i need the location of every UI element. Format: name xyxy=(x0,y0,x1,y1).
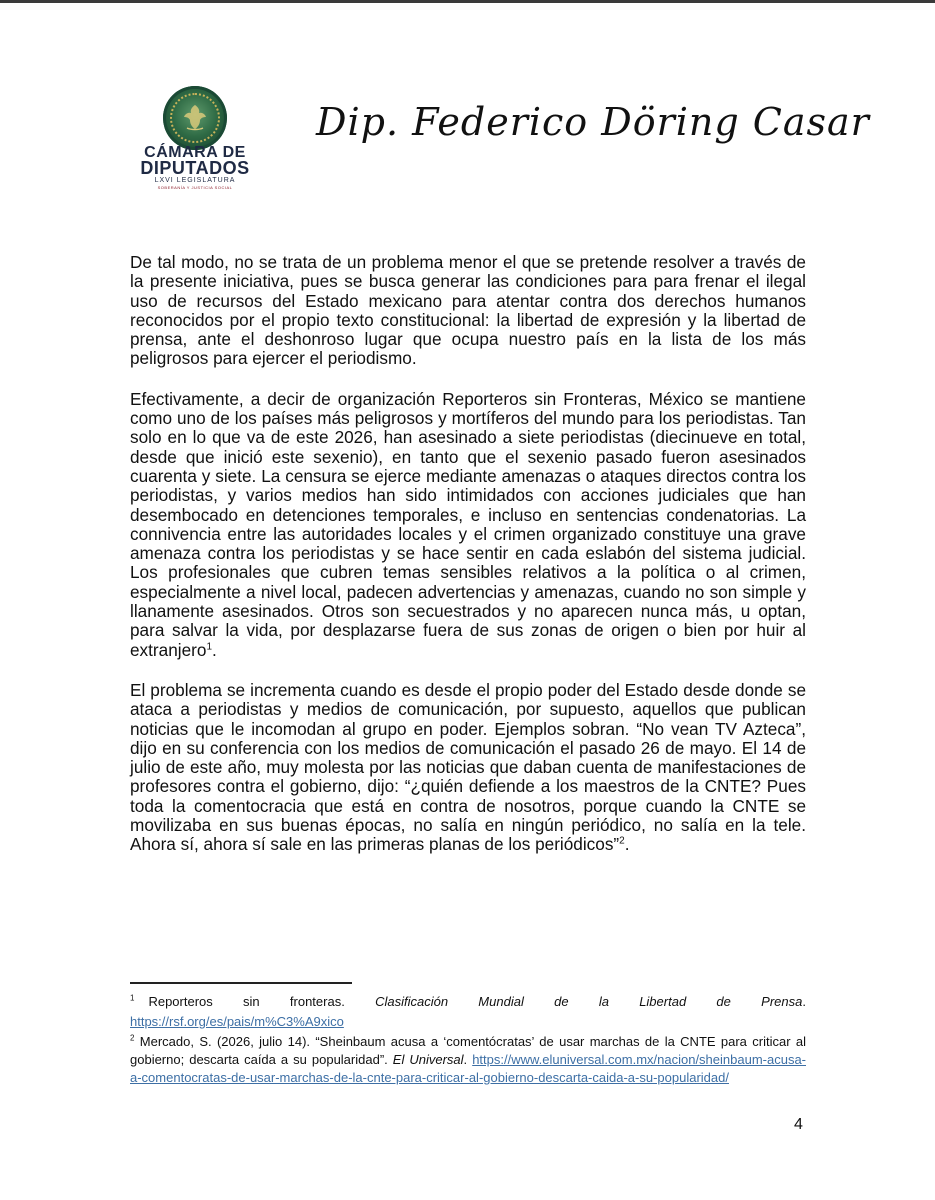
logo-text-camara: CÁMARA DE xyxy=(144,144,246,161)
footnote-1-link-row xyxy=(130,1013,806,1031)
page-number: 4 xyxy=(794,1116,803,1133)
footnote-separator xyxy=(130,982,352,984)
footnote-1-title: Clasificación Mundial de la Libertad de Prensa xyxy=(375,994,803,1009)
footnotes-section xyxy=(130,993,806,1089)
footnote-ref-1[interactable]: 1 xyxy=(206,640,212,652)
footnote-1-link[interactable]: https://rsf.org/es/pais/m%C3%A9xico xyxy=(130,1014,344,1029)
logo-text-motto: SOBERANÍA Y JUSTICIA SOCIAL xyxy=(157,185,233,190)
body-paragraph-3: El problema se incrementa cuando es desde el propio poder del Estado desde donde se ataca a periodistas y medios de comunicación, por supuesto, aquellos que publican noticias que le incomodan al grupo en poder. Ejemplos sobran. “No vean TV Azteca”, dijo en su conferencia con los medios de comunicación el pasado 26 de mayo. El 14 de julio de este año, muy molesta por las noticias que daban cuenta de manifestaciones de profesores contra el gobierno, dijo: “¿quién defiende a los maestros de la CNTE? Pues toda la comentocracia que está en contra de nosotros, porque cuando la CNTE se movilizaba en sus buenas épocas, no salía en ningún periódico, no salía en la tele. Ahora sí, ahora sí sale en las primeras planas de los periódicos”$^2$. xyxy=(130,679,806,855)
footnote-1-marker: 1 xyxy=(130,993,135,1003)
deputy-signature: Dip. Federico Döring Casar xyxy=(316,100,870,144)
footnote-1: $^1$ Reporteros sin fronteras. Clasificación Mundial de la Libertad de Prensa. xyxy=(130,993,806,1009)
footnote-2: $^2$ Mercado, S. (2026, julio 14). “Sheinbaum acusa a ‘comentócratas’ de usar marchas de la CNTE para criticar al gobierno; descarta caída a su popularidad”. El Universal. https://www.eluniversal.com.mx/nacion/sheinbaum-acusa-a-comentocratas-de-usar-marchas-de-la-cnte-para-criticar-al-gobierno-descarta-caida-a-su-popularidad/ xyxy=(130,1033,806,1085)
footnote-2-marker: 2 xyxy=(130,1033,135,1043)
top-border-line xyxy=(0,0,935,3)
logo-text-legislatura: LXVI LEGISLATURA xyxy=(154,177,236,184)
logo-text-diputados: DIPUTADOS xyxy=(140,158,250,178)
body-paragraph-2: Efectivamente, a decir de organización Reporteros sin Fronteras, México se mantiene como uno de los países más peligrosos y mortíferos del mundo para los periodistas. Tan solo en lo que va de este 2026, han asesinado a siete periodistas (diecinueve en total, desde que inició este sexenio), en tanto que el sexenio pasado fueron asesinados cuarenta y siete. La censura se ejerce mediante amenazas o ataques directos contra los periodistas, y varios medios han sido intimidados con acciones judiciales que han desembocado en detenciones temporales, e incluso en sentencias condenatorias. La connivencia entre las autoridades locales y el crimen organizado constituye una grave amenaza contra los periodistas y se hace sentir en cada eslabón del sistema judicial. Los profesionales que cubren temas sensibles relativos a la política o al crimen, especialmente a nivel local, padecen advertencias y amenazas, cuando no son simple y llanamente asesinados. Otros son secuestrados y no aparecen nunca más, u optan, para salvar la vida, por desplazarse fuera de sus zonas de origen o bien por huir al extranjero$^1$. xyxy=(130,388,806,660)
camara-de-diputados-logo xyxy=(140,86,260,190)
body-paragraph-1: De tal modo, no se trata de un problema menor el que se pretende resolver a través de la presente iniciativa, pues se busca generar las condiciones para para frenar el ilegal uso de recursos del Estado mexicano para atentar contra dos derechos humanos reconocidos por el propio texto constitucional: la libertad de expresión y la libertad de prensa, ante el deshonroso lugar que ocupa nuestro país en la lista de los más peligrosos para ejercer el periodismo. xyxy=(130,252,806,369)
footnote-2-link[interactable]: https://www.eluniversal.com.mx/nacion/sheinbaum-acusa-a-comentocratas-de-usar-marchas-de-la-cnte-para-criticar-al-gobierno-descarta-caida-a-su-popularidad/ xyxy=(130,1052,806,1085)
national-eagle-seal-icon xyxy=(163,86,227,150)
footnote-2-source: El Universal xyxy=(392,1052,464,1067)
footnote-ref-2[interactable]: 2 xyxy=(619,835,625,847)
document-body xyxy=(130,253,806,876)
